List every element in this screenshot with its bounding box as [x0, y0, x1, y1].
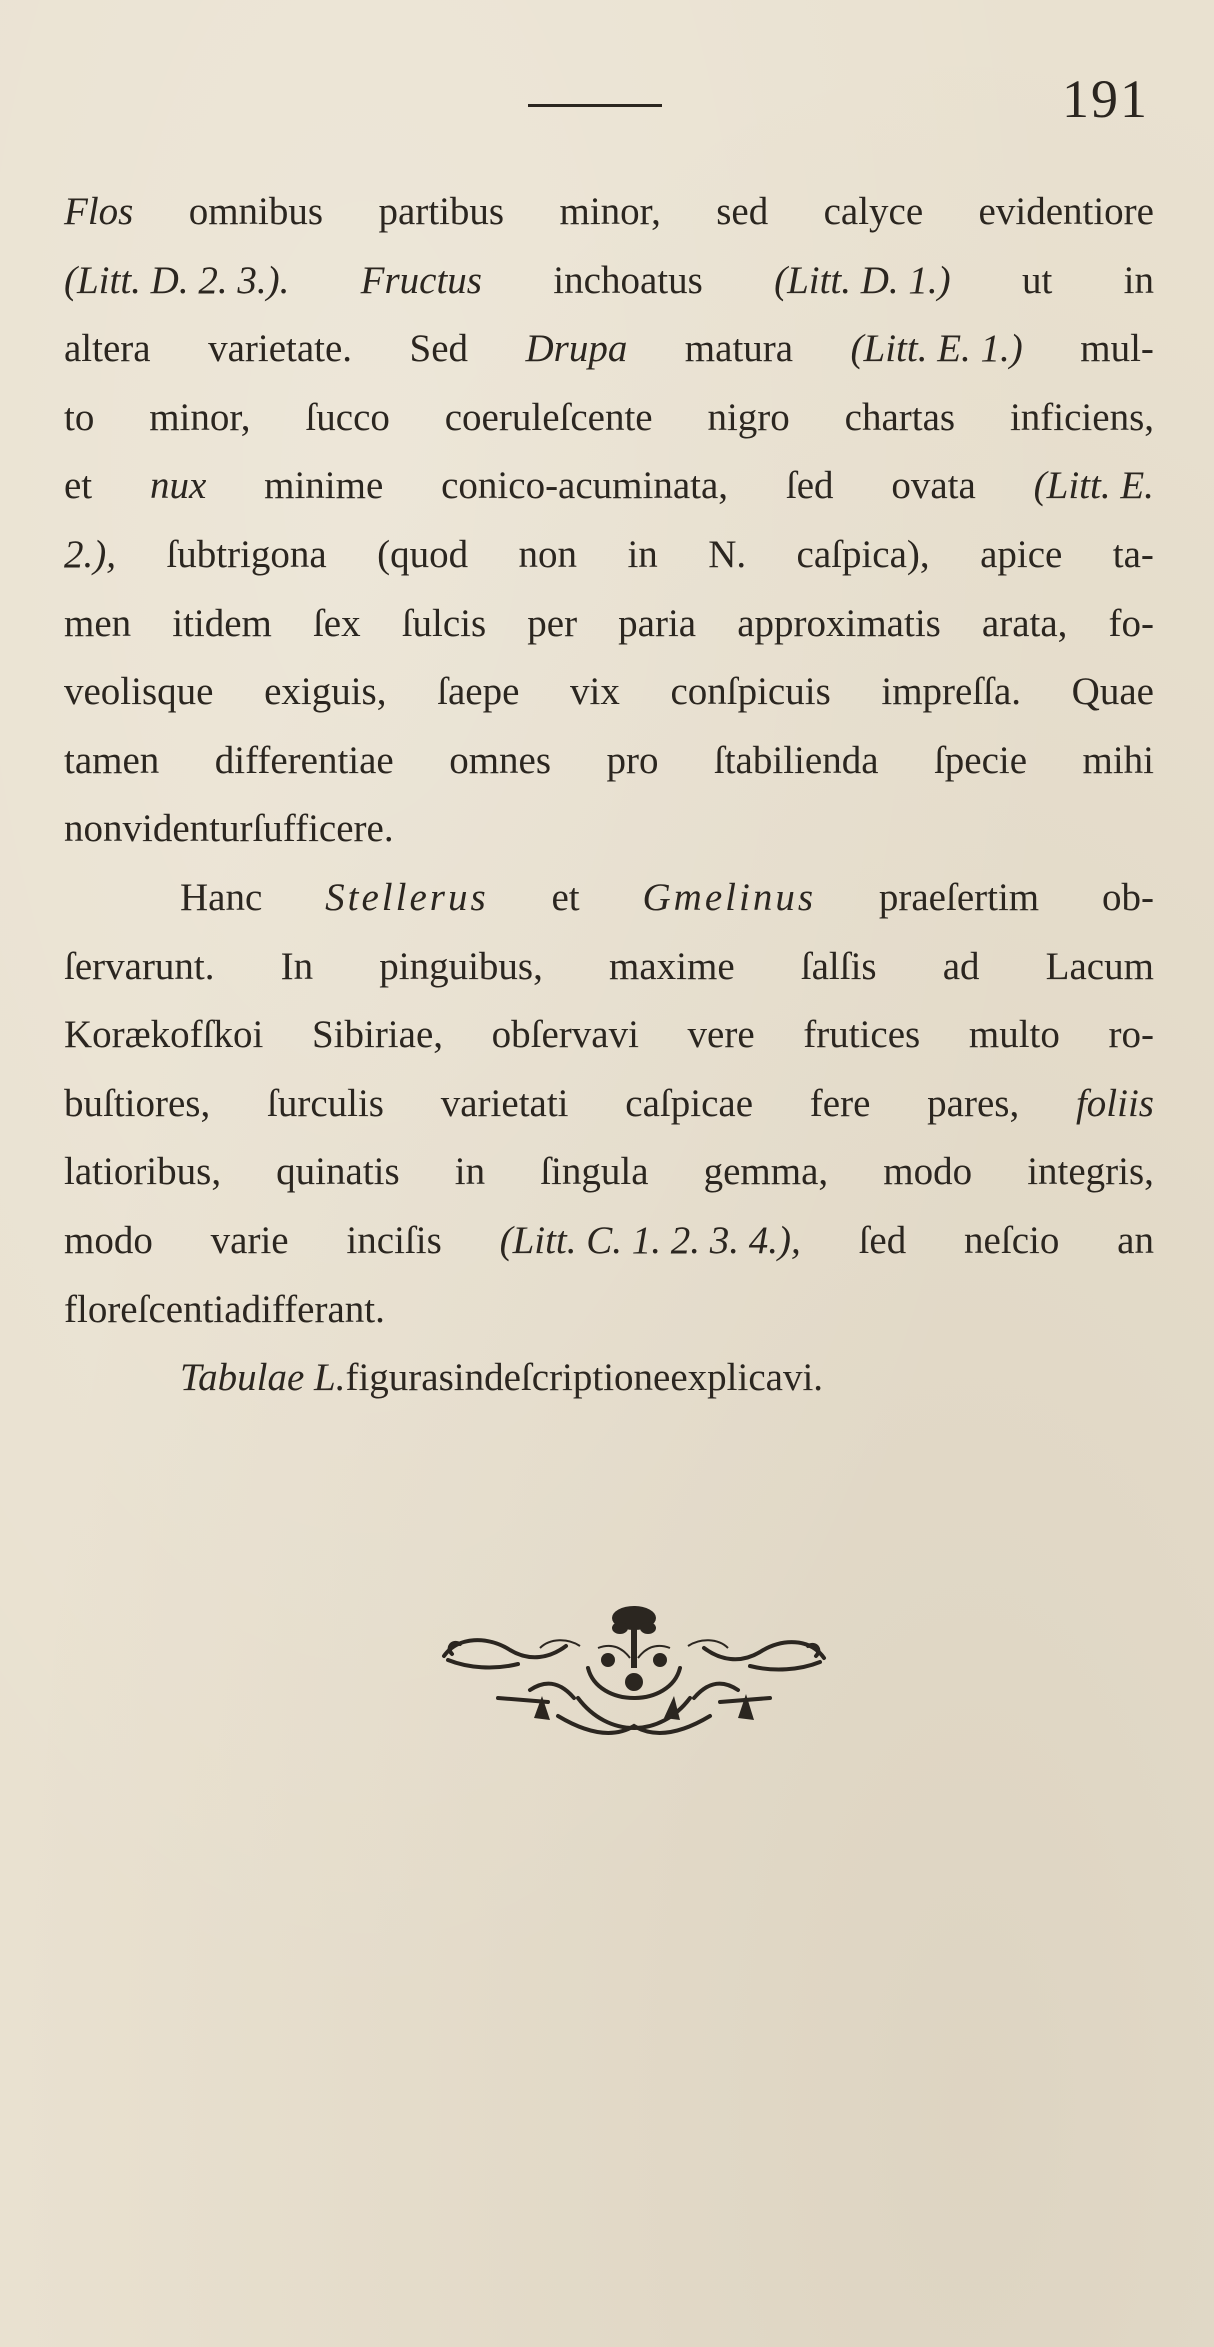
word: (Litt. D. 1.) [774, 258, 951, 302]
text-line [64, 1138, 1154, 1207]
word: Flos [64, 190, 134, 233]
word: ſervarunt. [64, 944, 215, 988]
word: veolisque [64, 670, 214, 714]
word: non [518, 532, 578, 576]
word: itidem [172, 601, 272, 645]
word: fo- [1108, 601, 1154, 645]
word: figuras [345, 1356, 454, 1400]
word: ſubtrigona [166, 532, 327, 576]
word: modo [64, 1218, 153, 1262]
word: In [280, 944, 314, 988]
word: maxime [609, 944, 735, 988]
word: Sibiriae, [311, 1013, 444, 1057]
word: minime [264, 464, 384, 508]
word: frutices [803, 1013, 921, 1057]
word: minor, [559, 190, 661, 233]
word: matura [684, 327, 794, 371]
word: gemma, [703, 1150, 829, 1194]
word: mul- [1080, 327, 1154, 371]
word: multo [968, 1013, 1060, 1057]
word: differentiae [214, 738, 394, 782]
word: in [1123, 258, 1154, 302]
text-line [64, 933, 1154, 1002]
word: coeruleſcente [444, 395, 653, 439]
word: pinguibus, [379, 944, 543, 988]
text-line [64, 521, 1154, 590]
word: caſpicae [625, 1081, 754, 1125]
word: et [551, 875, 580, 919]
word: ſed [858, 1218, 907, 1262]
word: evidentiore [978, 190, 1154, 233]
word: differant. [241, 1287, 385, 1331]
word: ob- [1101, 875, 1154, 919]
word: 2.), [64, 532, 116, 576]
text-line [64, 795, 1154, 864]
word: in [453, 1356, 485, 1400]
text-line [64, 178, 1154, 247]
word: non [64, 807, 123, 851]
word: floreſcentia [64, 1287, 242, 1331]
word: ro- [1108, 1013, 1154, 1057]
word: latioribus, [64, 1150, 222, 1194]
word: omnibus [188, 190, 324, 233]
word: Stellerus [325, 875, 489, 919]
word: minor, [149, 395, 251, 439]
word: an [1117, 1218, 1154, 1262]
word: Korækofſkoi [64, 1013, 264, 1057]
floral-tailpiece-ornament-icon [438, 1598, 830, 1748]
word: varietate. [208, 327, 353, 371]
word: Gmelinus [642, 875, 817, 919]
word: calyce [823, 190, 924, 233]
text-line [64, 384, 1154, 453]
word: ſurculis [267, 1081, 384, 1125]
word: deſcriptione [484, 1356, 671, 1400]
word: per [527, 601, 578, 645]
word: ſucco [305, 395, 390, 439]
word: ſtabilienda [713, 738, 879, 782]
word: conico-acuminata, [441, 464, 729, 508]
word: paria [618, 601, 697, 645]
word: vere [687, 1013, 755, 1057]
word: caſpica), [796, 532, 930, 576]
word: Fructus [360, 258, 482, 302]
text-line [64, 1070, 1154, 1139]
word: et [64, 464, 93, 508]
word: inciſis [346, 1218, 442, 1262]
text-line [64, 590, 1154, 659]
word: (quod [377, 532, 469, 576]
word: ovata [891, 464, 976, 508]
word: varietati [440, 1081, 569, 1125]
text-line [64, 1344, 1154, 1413]
word: ſingula [540, 1150, 649, 1194]
word: Hanc [180, 875, 263, 919]
word: chartas [844, 395, 956, 439]
word: conſpicuis [670, 670, 831, 714]
word: videntur [122, 807, 253, 851]
word: nux [149, 464, 207, 508]
word: (Litt. E. [1033, 464, 1154, 508]
word: nigro [707, 395, 790, 439]
header-rule [528, 104, 662, 107]
word: buſtiores, [64, 1081, 211, 1125]
word: ſulcis [401, 601, 487, 645]
word: (Litt. C. 1. 2. 3. 4.), [499, 1218, 801, 1262]
body-text [64, 178, 1154, 1413]
word: mihi [1082, 738, 1154, 782]
word: approximatis [737, 601, 941, 645]
word: Sed [409, 327, 469, 371]
word: integris, [1027, 1150, 1154, 1194]
word: varie [210, 1218, 289, 1262]
text-line [64, 452, 1154, 521]
word: pares, [927, 1081, 1020, 1125]
word: Tabulae L. [180, 1356, 346, 1400]
word: ſed [785, 464, 834, 508]
word: N. [708, 532, 747, 576]
text-line [64, 1276, 1154, 1345]
word: apice [980, 532, 1063, 576]
word: ta- [1112, 532, 1154, 576]
word: in [454, 1150, 486, 1194]
word: foliis [1075, 1081, 1154, 1125]
page-number: 191 [1062, 69, 1149, 129]
word: ut [1021, 258, 1053, 302]
word: Lacum [1045, 944, 1154, 988]
text-line [64, 1207, 1154, 1276]
text-line [64, 247, 1154, 316]
word: vix [569, 670, 620, 714]
word: partibus [378, 190, 505, 233]
word: arata, [981, 601, 1068, 645]
word: sed [716, 190, 769, 233]
word: ſex [312, 601, 361, 645]
word: quinatis [276, 1150, 400, 1194]
text-line [64, 315, 1154, 384]
word: altera [64, 327, 151, 371]
word: (Litt. D. 2. 3.). [64, 258, 290, 302]
word: explicavi. [670, 1356, 824, 1400]
word: to [64, 395, 95, 439]
text-line [64, 727, 1154, 796]
word: Drupa [525, 327, 628, 371]
word: obſervavi [491, 1013, 639, 1057]
word: ſufficere. [252, 807, 394, 851]
word: ſalſis [800, 944, 877, 988]
word: pro [606, 738, 659, 782]
word: exiguis, [264, 670, 387, 714]
word: modo [883, 1150, 973, 1194]
word: inchoatus [553, 258, 703, 302]
text-line [64, 658, 1154, 727]
word: ad [942, 944, 980, 988]
word: in [627, 532, 658, 576]
word: inficiens, [1009, 395, 1154, 439]
text-line [64, 864, 1154, 933]
text-line [64, 1001, 1154, 1070]
word: Quae [1071, 670, 1154, 714]
word: ſaepe [437, 670, 520, 714]
word: fere [809, 1081, 871, 1125]
word: omnes [449, 738, 552, 782]
word: tamen [64, 738, 160, 782]
word: praeſertim [878, 875, 1040, 919]
word: men [64, 601, 132, 645]
word: neſcio [964, 1218, 1060, 1262]
word: impreſſa. [881, 670, 1022, 714]
word: (Litt. E. 1.) [850, 327, 1023, 371]
word: ſpecie [933, 738, 1028, 782]
